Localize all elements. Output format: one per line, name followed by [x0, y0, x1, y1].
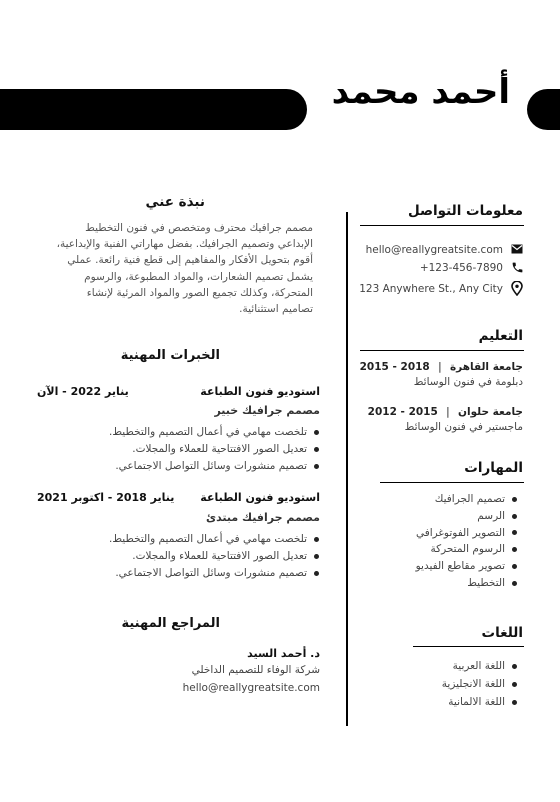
- skills-list: [416, 491, 519, 592]
- header-bar-right: [527, 89, 560, 130]
- education-school: جامعة القاهرة: [449, 361, 523, 373]
- contact-phone[interactable]: +123-456-7890: [419, 262, 503, 274]
- references-title: المراجع المهنية: [121, 616, 220, 631]
- skill-item: تصوير مقاطع الفيديو: [416, 558, 519, 575]
- job-role: مصمم جرافيك مبتدئ: [205, 511, 320, 524]
- job-dates: يناير 2022 - الآن: [37, 385, 129, 398]
- contact-email[interactable]: hello@reallygreatsite.com: [365, 244, 503, 256]
- experience-title: الخبرات المهنية: [120, 348, 220, 363]
- education-item-1: جامعة القاهرة | 2015 - 2018: [359, 361, 523, 373]
- skill-item: الرسوم المتحركة: [416, 541, 519, 558]
- about-line: تصاميم استثنائية.: [239, 303, 313, 316]
- contact-rule: [360, 225, 524, 226]
- about-line: الإبداعي وتصميم الجرافيك. بفضل مهاراتي الفنية والإبداعية،: [56, 238, 313, 251]
- location-pin-icon: [510, 281, 524, 295]
- education-school: جامعة حلوان: [458, 406, 523, 418]
- language-item: اللغة الانجليزية: [442, 675, 519, 693]
- job-bullets: [109, 531, 321, 582]
- language-item: اللغة الالمانية: [442, 693, 519, 711]
- contact-title: معلومات التواصل: [407, 203, 523, 219]
- job-bullet: تلخصت مهامي في أعمال التصميم والتخطيط.: [109, 424, 321, 441]
- job-bullet: تصميم منشورات وسائل التواصل الاجتماعي.: [109, 458, 321, 475]
- job-bullets: [109, 424, 321, 475]
- resume-name: أحمد محمد: [331, 72, 510, 112]
- job-bullet: تلخصت مهامي في أعمال التصميم والتخطيط.: [109, 531, 321, 548]
- education-item-2: جامعة حلوان | 2012 - 2015: [367, 406, 523, 418]
- about-line: يشمل تصميم الشعارات، والمواد المطبوعة، والرسوم: [84, 270, 313, 283]
- languages-rule: [413, 646, 524, 647]
- reference-email[interactable]: hello@reallygreatsite.com: [182, 682, 320, 694]
- skill-item: التخطيط: [416, 575, 519, 592]
- phone-icon: [510, 260, 524, 274]
- about-line: مصمم جرافيك محترف ومتخصص في فنون التخطيط: [85, 222, 313, 234]
- contact-address: 123 Anywhere St., Any City: [359, 283, 503, 295]
- column-divider: [346, 212, 348, 726]
- education-years: 2012 - 2015: [367, 406, 438, 418]
- job-company: استوديو فنون الطباعة: [200, 491, 320, 504]
- education-rule: [360, 350, 524, 351]
- education-degree: ماجستير في فنون الوسائط: [404, 421, 523, 433]
- about-line: المتحركة، وكذلك تجميع الصور والمواد المرئية لإنشاء: [86, 286, 313, 299]
- reference-org: شركة الوفاء للتصميم الداخلي: [191, 664, 320, 676]
- reference-name: د. أحمد السيد: [247, 647, 320, 660]
- language-item: اللغة العربية: [442, 657, 519, 675]
- skill-item: الرسم: [416, 508, 519, 525]
- languages-list: [442, 657, 519, 711]
- skill-item: التصوير الفوتوغرافي: [416, 525, 519, 542]
- skills-title: المهارات: [464, 460, 523, 476]
- header-bar-left: [0, 89, 307, 130]
- skills-rule: [380, 482, 524, 483]
- education-years: 2015 - 2018: [359, 361, 430, 373]
- about-paragraph: [40, 220, 313, 317]
- job-company: استوديو فنون الطباعة: [200, 385, 320, 398]
- education-title: التعليم: [478, 328, 523, 344]
- job-bullet: تعديل الصور الافتتاحية للعملاء والمجلات.: [109, 441, 321, 458]
- job-bullet: تصميم منشورات وسائل التواصل الاجتماعي.: [109, 565, 321, 582]
- envelope-icon: [510, 242, 524, 256]
- languages-title: اللغات: [481, 625, 523, 641]
- job-bullet: تعديل الصور الافتتاحية للعملاء والمجلات.: [109, 548, 321, 565]
- about-title: نبذة عني: [145, 194, 205, 210]
- education-degree: دبلومة في فنون الوسائط: [413, 376, 523, 388]
- job-dates: يناير 2018 - اكتوبر 2021: [37, 491, 175, 504]
- about-line: أقوم بتحويل الأفكار والمفاهيم إلى قطع فنية رائعة. عملي: [67, 254, 313, 267]
- skill-item: تصميم الجرافيك: [416, 491, 519, 508]
- job-role: مصمم جرافيك خبير: [214, 404, 320, 417]
